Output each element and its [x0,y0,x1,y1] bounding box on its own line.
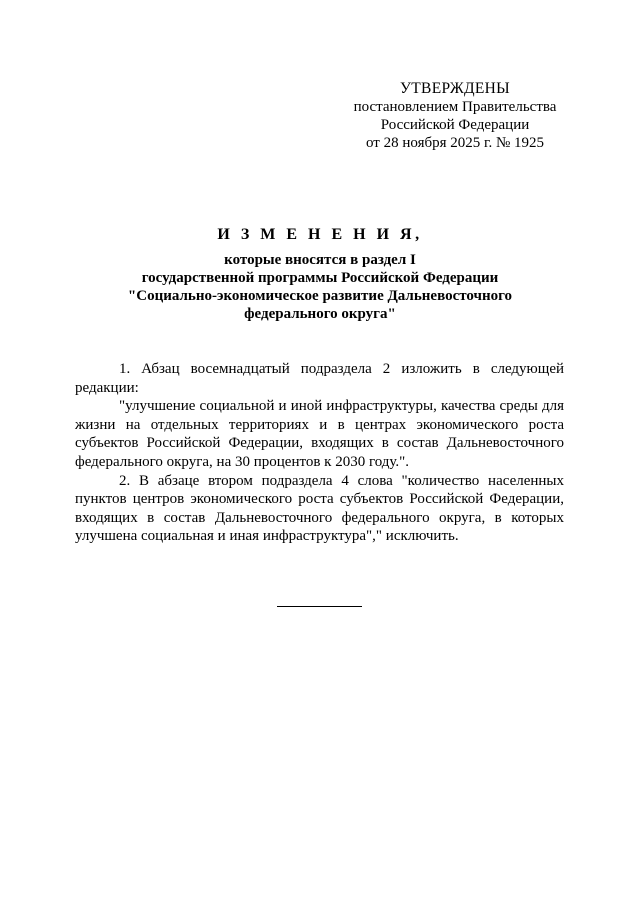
approval-line-resolution: постановлением Правительства [353,99,557,115]
title-line-2: государственной программы Российской Федерации [141,270,499,286]
paragraph-3: 2. В абзаце втором подраздела 4 слова "количество населенных пунктов центров экономического роста субъектов Российской Федерации, входящих в состав Дальневосточного федерального округа, в которых улучшена социальная и иная инфраструктура"," исключить. [75,472,564,545]
approval-heading: УТВЕРЖДЕНЫ [400,80,510,97]
paragraph-1: 1. Абзац восемнадцатый подраздела 2 изложить в следующей редакции: [75,361,564,396]
closing-rule [277,606,362,607]
document-title [60,226,580,323]
title-main: И З М Е Н Е Н И Я, [217,226,423,243]
title-line-4: федерального округа" [244,306,396,322]
paragraph-2: "улучшение социальной и иной инфраструктуры, качества среды для жизни на отдельных территориях и в центрах экономического роста субъектов Российской Федерации, входящих в состав Дальневосточного федерального округа, на 30 процентов к 2030 году.". [75,398,564,470]
title-line-1: которые вносятся в раздел I [224,252,416,268]
approval-line-date-number: от 28 ноября 2025 г. № 1925 [365,135,545,151]
approval-stamp [330,80,580,152]
title-line-3: "Социально-экономическое развитие Дальневосточного [127,288,513,304]
approval-line-government: Российской Федерации [380,117,530,133]
document-body [75,360,564,546]
